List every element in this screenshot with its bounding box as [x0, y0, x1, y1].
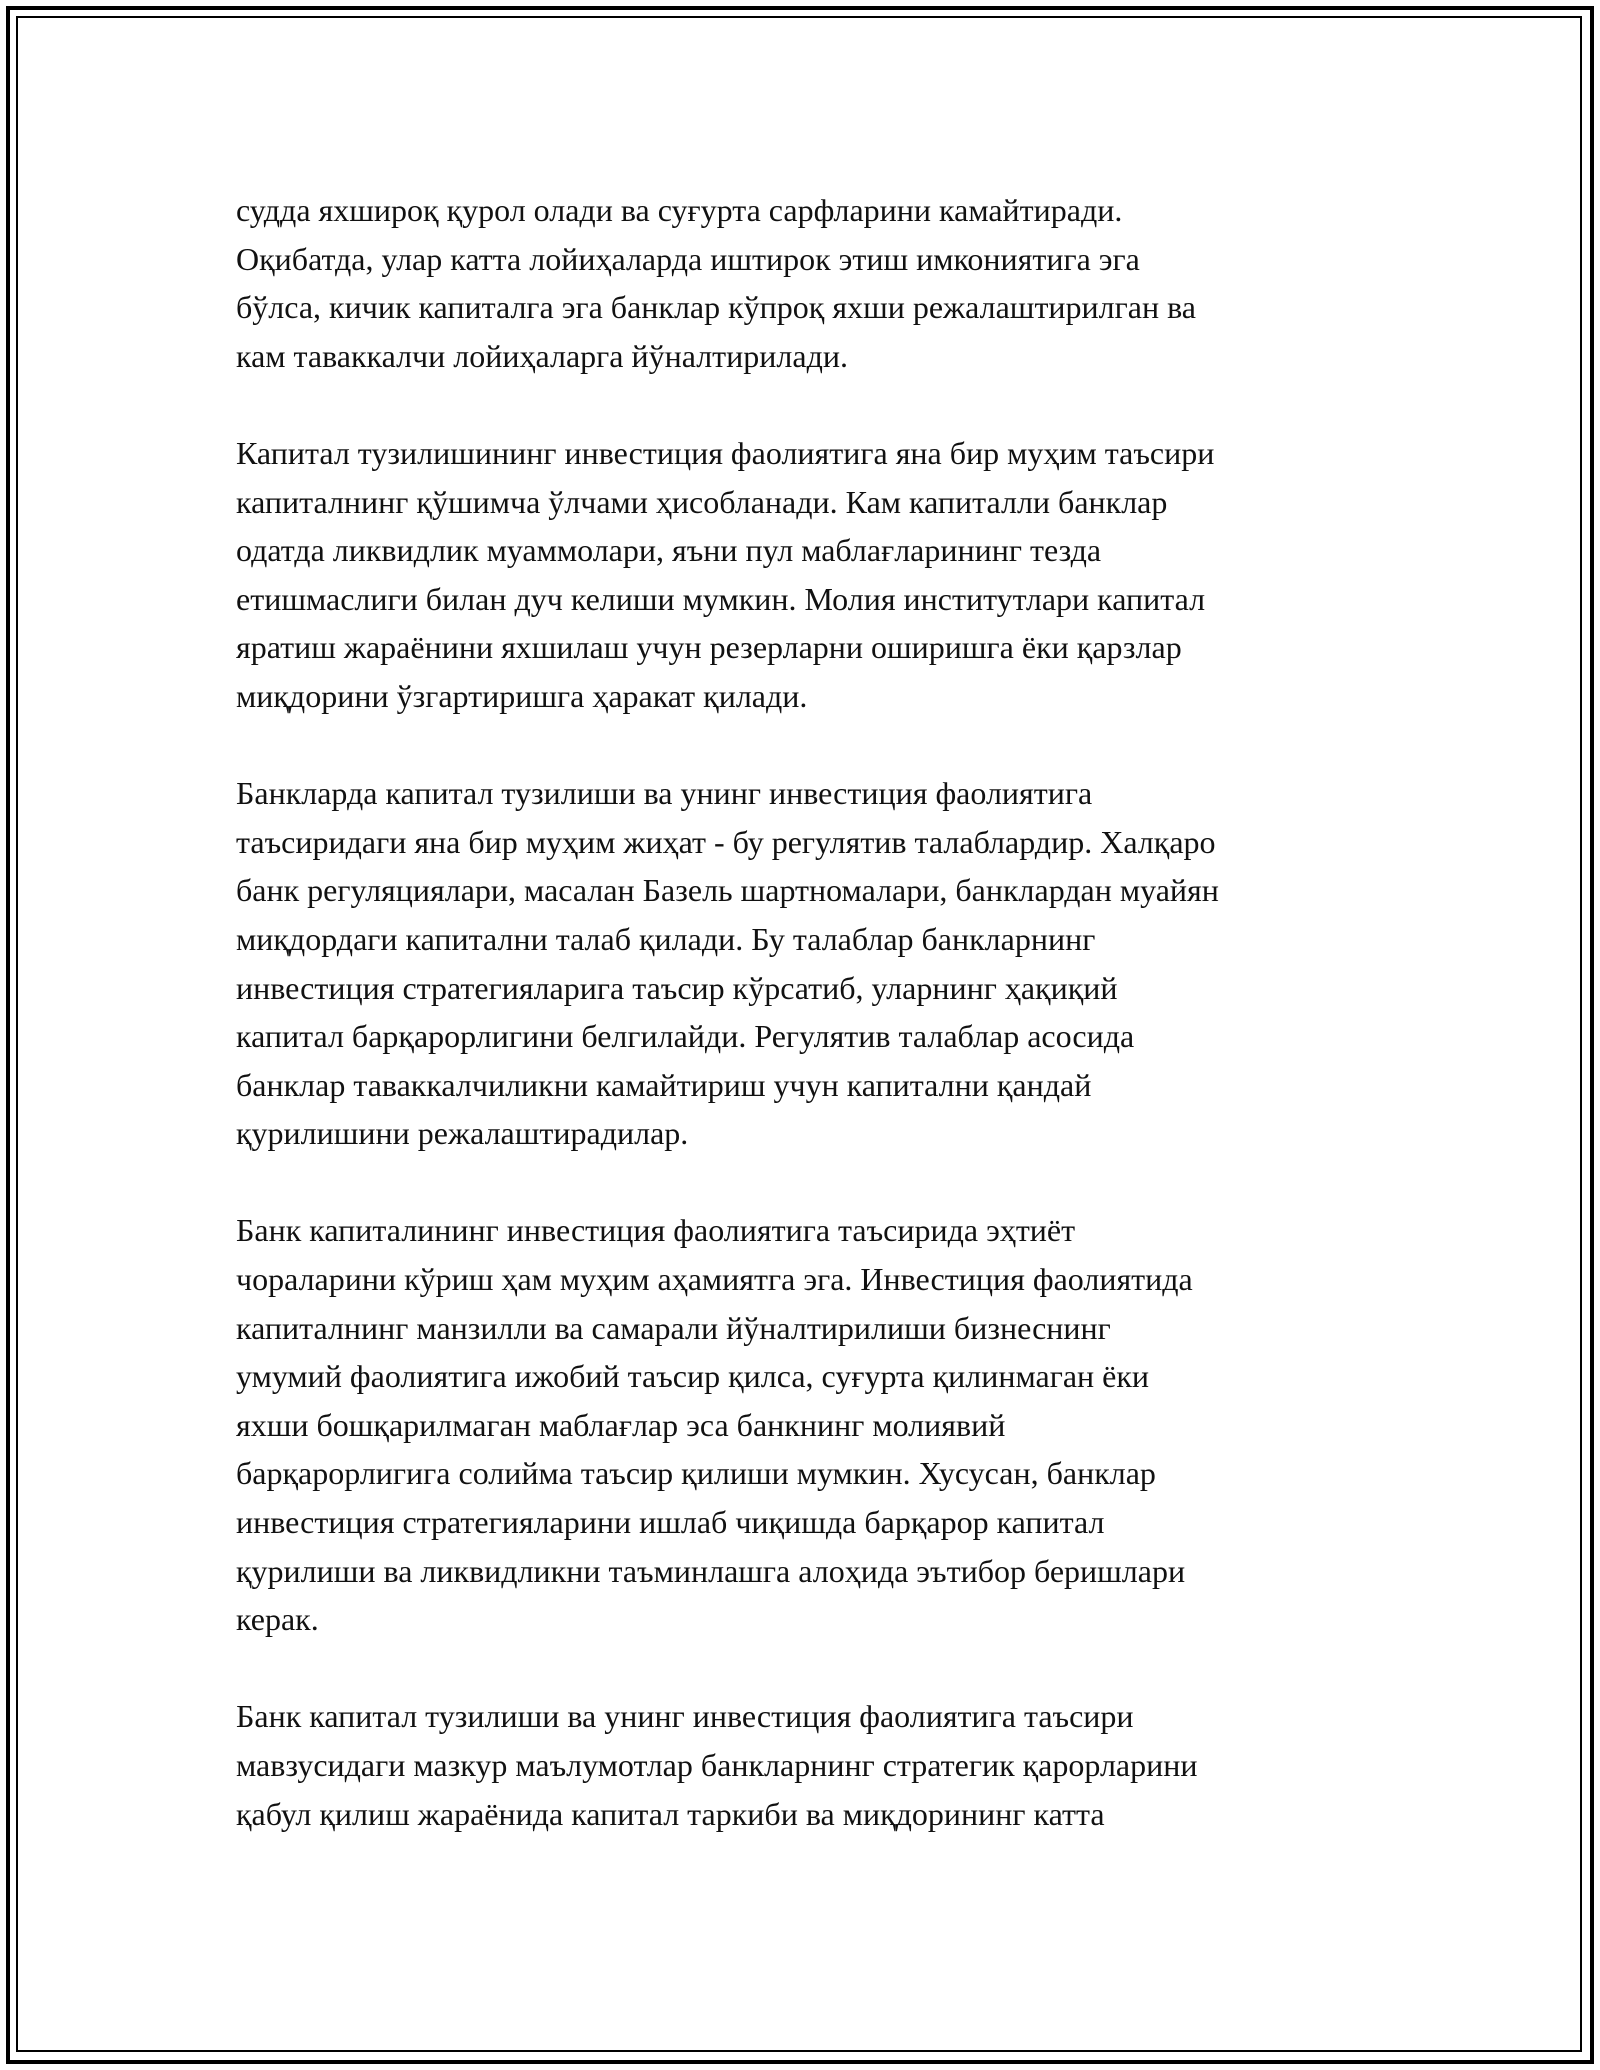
document-body [236, 186, 1406, 1838]
paragraph-2: Капитал тузилишининг инвестиция фаолиятига яна бир муҳим таъсири капиталнинг қўшимча ўлчами ҳисобланади. Кам капиталли банклар одатда ликвидлик муаммолари, яъни пул маблағларининг тезда етишмаслиги билан дуч келиши мумкин. Молия институтлари капитал яратиш жараёнини яхшилаш учун резерларни оширишга ёки қарзлар миқдорини ўзгартиришга ҳаракат қилади. [236, 434, 1215, 714]
paragraph-3: Банкларда капитал тузилиши ва унинг инвестиция фаолиятига таъсиридаги яна бир муҳим жиҳат - бу регулятив талаблардир. Халқаро банк регуляциялари, масалан Базель шартномалари, банклардан муайян миқдордаги капитални талаб қилади. Бу талаблар банкларнинг инвестиция стратегияларига таъсир кўрсатиб, уларнинг ҳақиқий капитал барқарорлигини белгилайди. Регулятив талаблар асосида банклар таваккалчиликни камайтириш учун капитални қандай қурилишини режалаштирадилар. [236, 775, 1219, 1152]
paragraph-5: Банк капитал тузилиши ва унинг инвестиция фаолиятига таъсири мавзусидаги мазкур маълумотлар банкларнинг стратегик қарорларини қабул қилиш жараёнида капитал таркиби ва миқдорининг катта [236, 1698, 1198, 1832]
paragraph-4: Банк капиталининг инвестиция фаолиятига таъсирида эҳтиёт чораларини кўриш ҳам муҳим аҳамиятга эга. Инвестиция фаолиятида капиталнинг манзилли ва самарали йўналтирилиши бизнеснинг умумий фаолиятига ижобий таъсир қилса, суғурта қилинмаган ёки яхши бошқарилмаган маблағлар эса банкнинг молиявий барқарорлигига солийма таъсир қилиши мумкин. Хусусан, банклар инвестиция стратегияларини ишлаб чиқишда барқарор капитал қурилиши ва ликвидликни таъминлашга алоҳида эътибор беришлари керак. [236, 1212, 1193, 1638]
paragraph-1: судда яхшироқ қурол олади ва суғурта сарфларини камайтиради. Оқибатда, улар катта лойиҳаларда иштирок этиш имкониятига эга бўлса, кичик капиталга эга банклар кўпроқ яхши режалаштирилган ва кам таваккалчи лойиҳаларга йўналтирилади. [236, 192, 1196, 374]
